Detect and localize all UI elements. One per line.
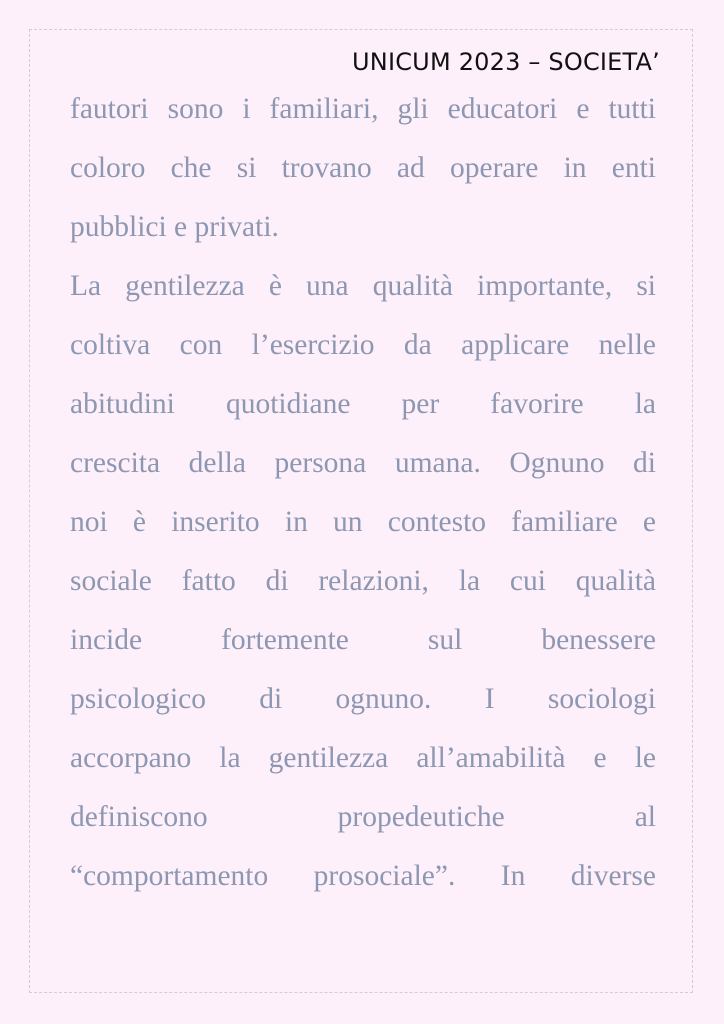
text-line: fautori sono i familiari, gli educatori e tutti <box>70 93 656 125</box>
page-header: UNICUM 2023 – SOCIETA’ <box>352 48 660 76</box>
text-line: coloro che si trovano ad operare in enti <box>70 152 656 184</box>
text-line: sociale fatto di relazioni, la cui qualità <box>70 565 656 597</box>
paragraph-2 <box>70 257 656 906</box>
text-line: crescita della persona umana. Ognuno di <box>70 447 656 479</box>
text-line: incide fortemente sul benessere <box>70 624 656 656</box>
text-line: “comportamento prosociale”. In diverse <box>70 860 656 892</box>
paragraph-1 <box>70 80 656 257</box>
text-line: definiscono propedeutiche al <box>70 801 656 833</box>
text-line: accorpano la gentilezza all’amabilità e le <box>70 742 656 774</box>
text-line: psicologico di ognuno. I sociologi <box>70 683 656 715</box>
text-line: noi è inserito in un contesto familiare e <box>70 506 656 538</box>
text-line: abitudini quotidiane per favorire la <box>70 388 656 420</box>
text-line: pubblici e privati. <box>70 211 279 243</box>
text-line: coltiva con l’esercizio da applicare nelle <box>70 329 656 361</box>
text-line: La gentilezza è una qualità importante, si <box>70 270 656 302</box>
document-body <box>70 80 656 906</box>
